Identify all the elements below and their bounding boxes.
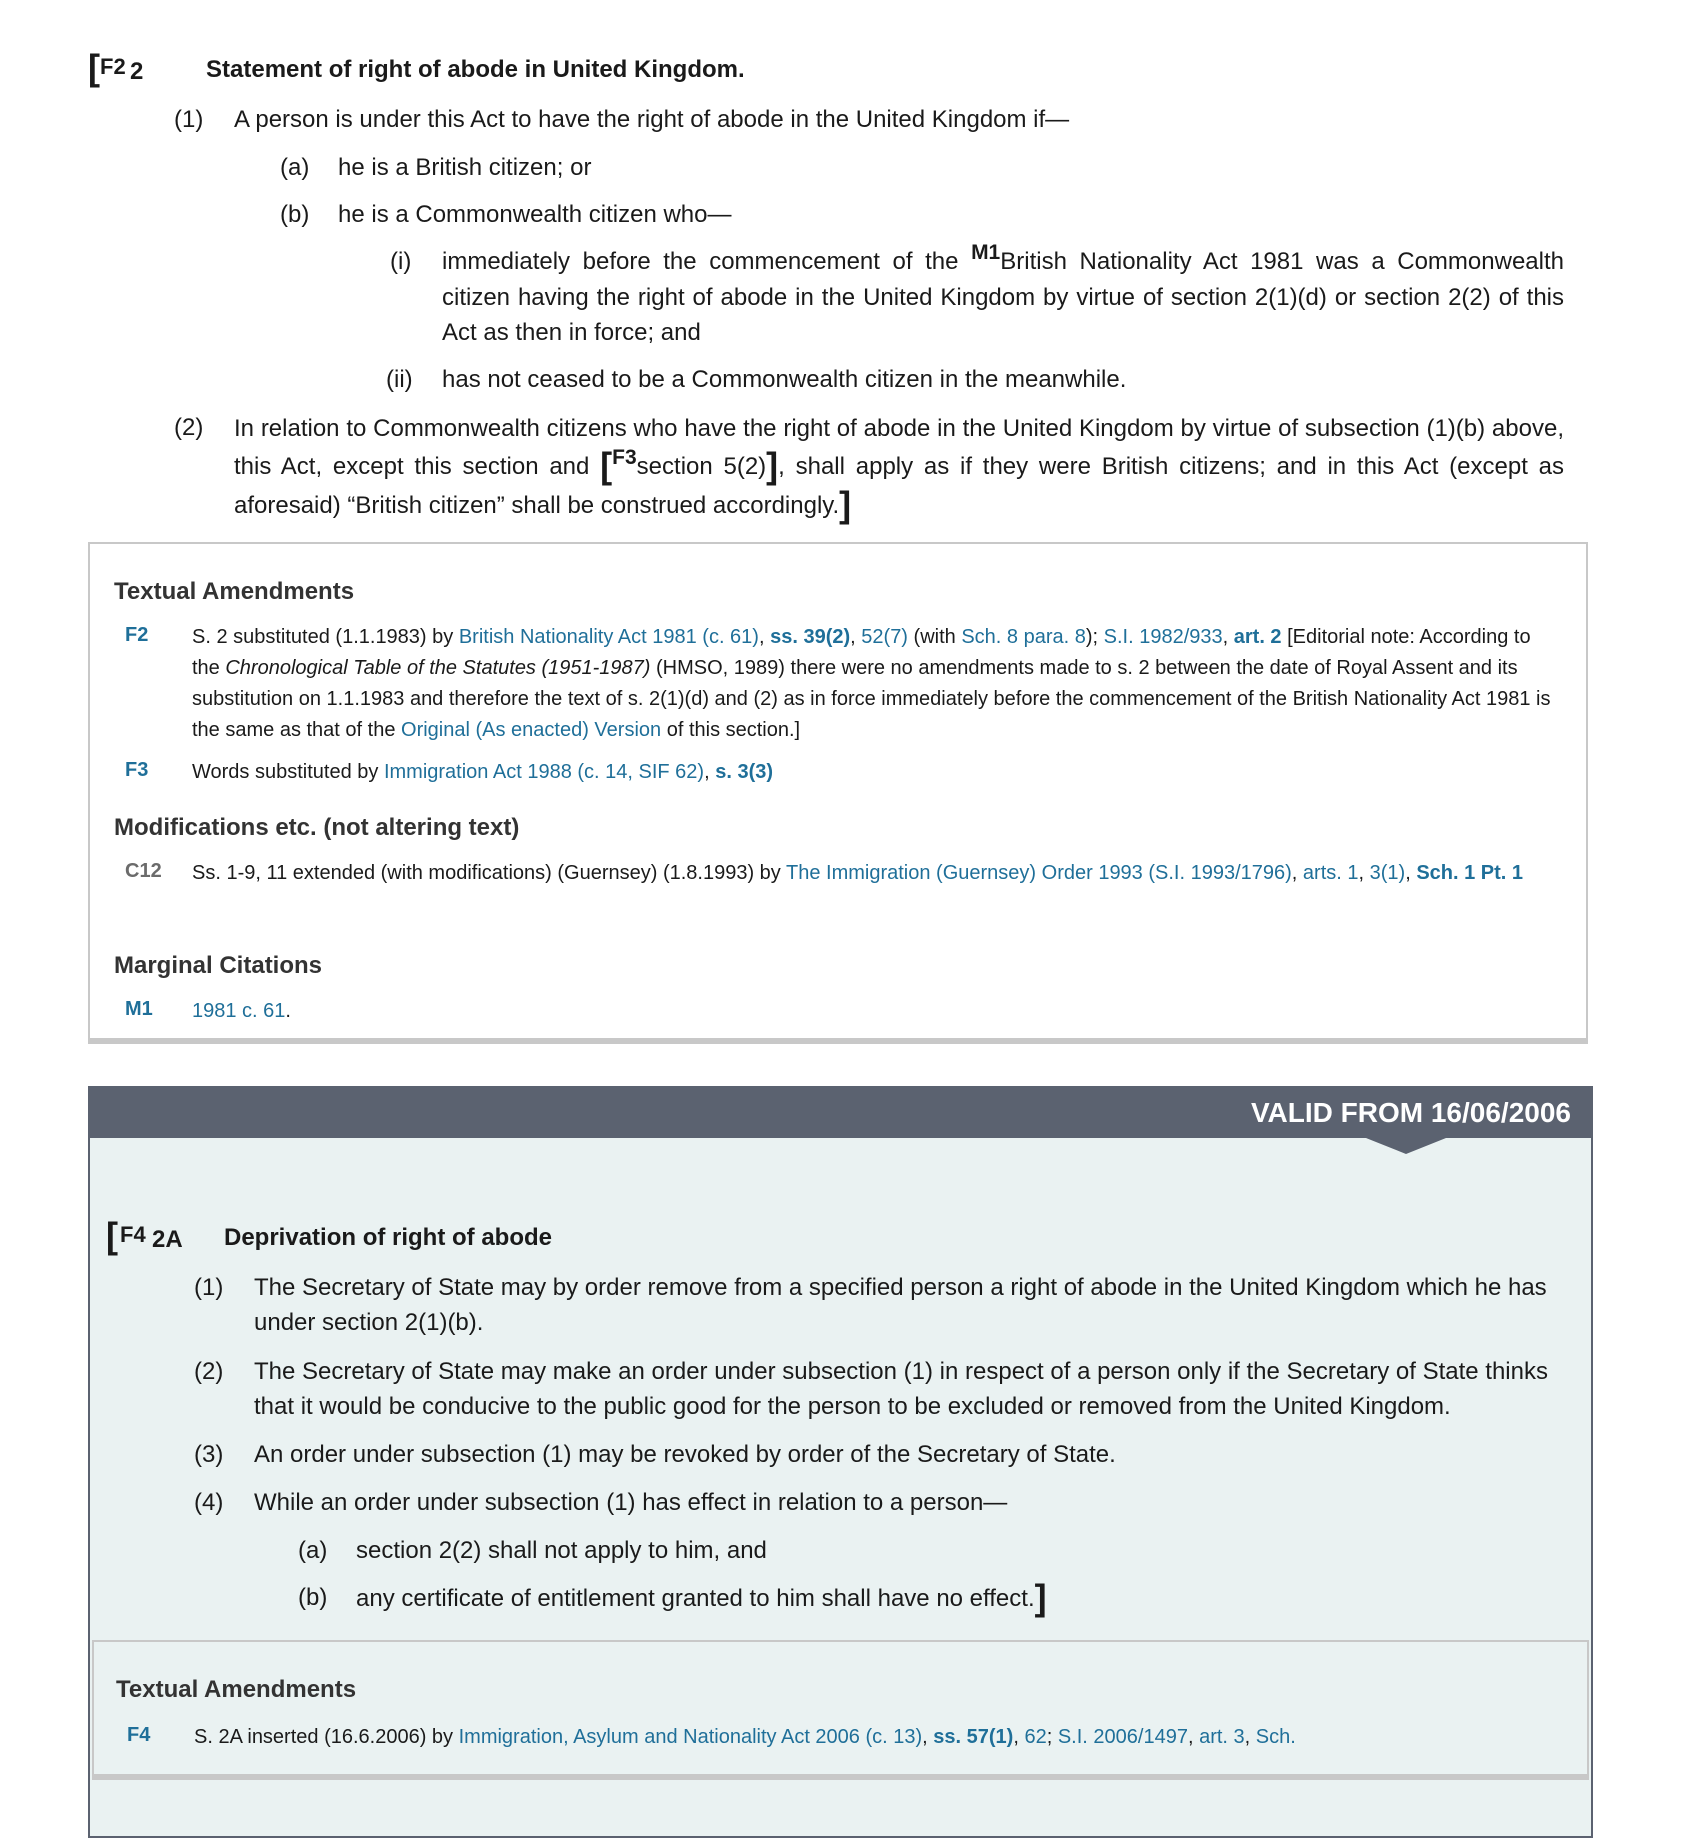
section-title: Statement of right of abode in United Kingdom. bbox=[206, 56, 745, 83]
separator: , bbox=[704, 761, 716, 783]
annotation-text: . bbox=[285, 1000, 291, 1022]
annotation-text: S. 2 substituted (1.1.1983) by bbox=[192, 626, 459, 648]
annotation-text: ; bbox=[1046, 1726, 1058, 1748]
subparagraph-number: (i) bbox=[390, 248, 412, 275]
subsection-text: The Secretary of State may by order remove from a specified person a right of abode in the United Kingdom which he has under section 2(1)(b). bbox=[254, 1274, 1547, 1336]
subsection-text: The Secretary of State may make an order under subsection (1) in respect of a person only if the Secretary of State thinks that it would be conducive to the public good for the person to be excluded or removed from the United Kingdom. bbox=[254, 1358, 1548, 1420]
valid-from-text: VALID FROM 16/06/2006 bbox=[1250, 1097, 1571, 1128]
paragraph-text: he is a British citizen; or bbox=[338, 154, 592, 181]
annotation-text-f3 bbox=[192, 757, 1562, 788]
link-immigration-act-1988[interactable]: Immigration Act 1988 (c. 14, SIF 62) bbox=[383, 761, 705, 783]
valid-from-banner bbox=[88, 1086, 1593, 1138]
subsection-text: A person is under this Act to have the right of abode in the United Kingdom if— bbox=[234, 106, 1070, 133]
paragraph-text: section 2(2) shall not apply to him, and bbox=[356, 1537, 767, 1564]
annotation-text: S. 2A inserted (16.6.2006) by bbox=[194, 1726, 459, 1748]
link-si-2006-1497[interactable]: S.I. 2006/1497 bbox=[1057, 1726, 1188, 1748]
paragraph-text-body: any certificate of entitlement granted to him shall have no effect. bbox=[356, 1585, 1035, 1612]
paragraph-text: he is a Commonwealth citizen who— bbox=[338, 201, 732, 228]
inserted-text: section 5(2) bbox=[636, 453, 767, 480]
subparagraph-text-end: British Nationality Act 1981 was a Commonwealth citizen having the right of abode in the United Kingdom by virtue of section 2(1)(d) or section 2(2) of this Act as then in force; and bbox=[442, 248, 1564, 346]
textual-amendments-heading: Textual Amendments bbox=[114, 578, 355, 605]
marginal-citations-heading: Marginal Citations bbox=[114, 952, 323, 979]
amendment-ref-f4[interactable]: F4 bbox=[120, 1222, 146, 1247]
subsection-number: (1) bbox=[194, 1274, 224, 1301]
subparagraph-text bbox=[442, 241, 1564, 350]
annotation-text-f4 bbox=[194, 1722, 1574, 1753]
annotation-label-f2: F2 bbox=[125, 624, 149, 646]
link-sch-8-para-8[interactable]: Sch. 8 para. 8 bbox=[961, 626, 1086, 648]
link-immigration-asylum-act-2006[interactable]: Immigration, Asylum and Nationality Act 2006 (c. 13) bbox=[458, 1726, 923, 1748]
section-number: 2 bbox=[130, 58, 144, 85]
section-title: Deprivation of right of abode bbox=[224, 1224, 552, 1251]
annotation-text: [Editorial note: According to the bbox=[192, 626, 1531, 679]
annotation-label-m1: M1 bbox=[125, 998, 153, 1020]
annotation-text-c12 bbox=[192, 858, 1562, 889]
annotation-label-f3: F3 bbox=[125, 759, 149, 781]
link-art-3[interactable]: art. 3 bbox=[1199, 1726, 1245, 1748]
marginal-citation-ref-m1[interactable]: M1 bbox=[971, 241, 1001, 264]
annotation-text-f2 bbox=[192, 622, 1562, 746]
annotation-text: Ss. 1-9, 11 extended (with modifications) (Guernsey) (1.8.1993) by bbox=[192, 862, 786, 884]
chronological-table-title: Chronological Table of the Statutes (1951-1987) bbox=[225, 657, 651, 679]
annotation-text: of this section.] bbox=[661, 719, 801, 741]
section-2a-heading bbox=[106, 1215, 1586, 1260]
paragraph-number: (a) bbox=[280, 154, 310, 181]
paragraph-number: (a) bbox=[298, 1537, 328, 1564]
link-original-version[interactable]: Original (As enacted) Version bbox=[401, 719, 662, 741]
link-ss-39-2[interactable]: ss. 39(2) bbox=[770, 626, 851, 648]
link-52-7[interactable]: 52(7) bbox=[861, 626, 908, 648]
subsection-number: (4) bbox=[194, 1489, 224, 1516]
separator: , bbox=[1222, 626, 1234, 648]
section-2-heading bbox=[88, 47, 1588, 92]
annotation-text: ); bbox=[1085, 626, 1104, 648]
subsection-text: An order under subsection (1) may be revoked by order of the Secretary of State. bbox=[254, 1441, 1116, 1468]
amendment-close-bracket: ] bbox=[766, 445, 779, 486]
separator: , bbox=[1358, 862, 1370, 884]
subsection-number: (3) bbox=[194, 1441, 224, 1468]
separator: , bbox=[1405, 862, 1417, 884]
banner-arrow bbox=[1366, 1138, 1446, 1154]
subsection-number: (2) bbox=[174, 414, 204, 441]
paragraph-text bbox=[356, 1577, 1047, 1618]
modifications-heading: Modifications etc. (not altering text) bbox=[114, 814, 520, 841]
subsection-number: (1) bbox=[174, 106, 204, 133]
textual-amendments-heading: Textual Amendments bbox=[116, 1676, 357, 1703]
separator: , bbox=[1013, 1726, 1025, 1748]
amendment-open-bracket: [ bbox=[600, 445, 613, 486]
link-immigration-guernsey-order[interactable]: The Immigration (Guernsey) Order 1993 (S.I. 1993/1796) bbox=[786, 862, 1292, 884]
annotation-text: (HMSO, 1989) there were no amendments made to s. 2 between the date of Royal Assent and its substitution on 1.1.1983 and therefore the text of s. 2(1)(d) and (2) as in force immediately before the commencement of the British Nationality Act 1981 is the same as that of the bbox=[192, 657, 1551, 741]
separator: , bbox=[850, 626, 862, 648]
subparagraph-text: has not ceased to be a Commonwealth citizen in the meanwhile. bbox=[442, 366, 1127, 393]
subsection-text-end: , shall apply as if they were British citizens; and in this Act (except as aforesaid) “British citizen” shall be construed accordingly. bbox=[234, 453, 1564, 519]
separator: , bbox=[758, 626, 771, 648]
subparagraph-text-start: immediately before the commencement of the bbox=[442, 248, 972, 275]
subsection-text bbox=[234, 410, 1564, 525]
amendment-open-bracket: [ bbox=[88, 47, 100, 88]
link-arts-1[interactable]: arts. 1 bbox=[1302, 862, 1359, 884]
subsection-text-start: In relation to Commonwealth citizens who have the right of abode in the United Kingdom by virtue of subsection (1)(b) above, this Act, except this section and bbox=[234, 415, 1564, 480]
link-art-2[interactable]: art. 2 bbox=[1233, 626, 1282, 648]
section-number: 2A bbox=[152, 1226, 183, 1253]
link-ss-57-1[interactable]: ss. 57(1) bbox=[933, 1726, 1014, 1748]
annotation-text: (with bbox=[907, 626, 962, 648]
link-1981-c-61[interactable]: 1981 c. 61 bbox=[192, 1000, 286, 1022]
link-si-1982-933[interactable]: S.I. 1982/933 bbox=[1103, 626, 1223, 648]
amendment-ref-f2[interactable]: F2 bbox=[100, 54, 126, 79]
link-62[interactable]: 62 bbox=[1024, 1726, 1047, 1748]
annotation-label-c12: C12 bbox=[125, 860, 162, 882]
annotation-label-f4: F4 bbox=[127, 1724, 151, 1746]
paragraph-number: (b) bbox=[280, 201, 310, 228]
separator: , bbox=[1291, 862, 1303, 884]
paragraph-number: (b) bbox=[298, 1584, 328, 1611]
link-sch[interactable]: Sch. bbox=[1255, 1726, 1296, 1748]
separator: , bbox=[922, 1726, 934, 1748]
amendment-ref-f3[interactable]: F3 bbox=[612, 446, 637, 469]
subsection-number: (2) bbox=[194, 1358, 224, 1385]
link-s-3-3[interactable]: s. 3(3) bbox=[715, 761, 774, 783]
subparagraph-number: (ii) bbox=[386, 366, 413, 393]
link-3-1[interactable]: 3(1) bbox=[1369, 862, 1406, 884]
amendment-close-bracket: ] bbox=[1034, 1577, 1047, 1618]
annotation-text: Words substituted by bbox=[192, 761, 384, 783]
link-sch-1-pt-1[interactable]: Sch. 1 Pt. 1 bbox=[1416, 862, 1524, 884]
separator: , bbox=[1187, 1726, 1200, 1748]
annotations-box bbox=[92, 1640, 1589, 1780]
link-british-nationality-act[interactable]: British Nationality Act 1981 (c. 61) bbox=[458, 626, 759, 648]
subsection-text: While an order under subsection (1) has effect in relation to a person— bbox=[254, 1489, 1008, 1516]
annotation-text-m1 bbox=[192, 996, 291, 1027]
amendment-close-bracket: ] bbox=[839, 484, 852, 525]
amendment-open-bracket: [ bbox=[106, 1215, 118, 1256]
separator: , bbox=[1244, 1726, 1256, 1748]
